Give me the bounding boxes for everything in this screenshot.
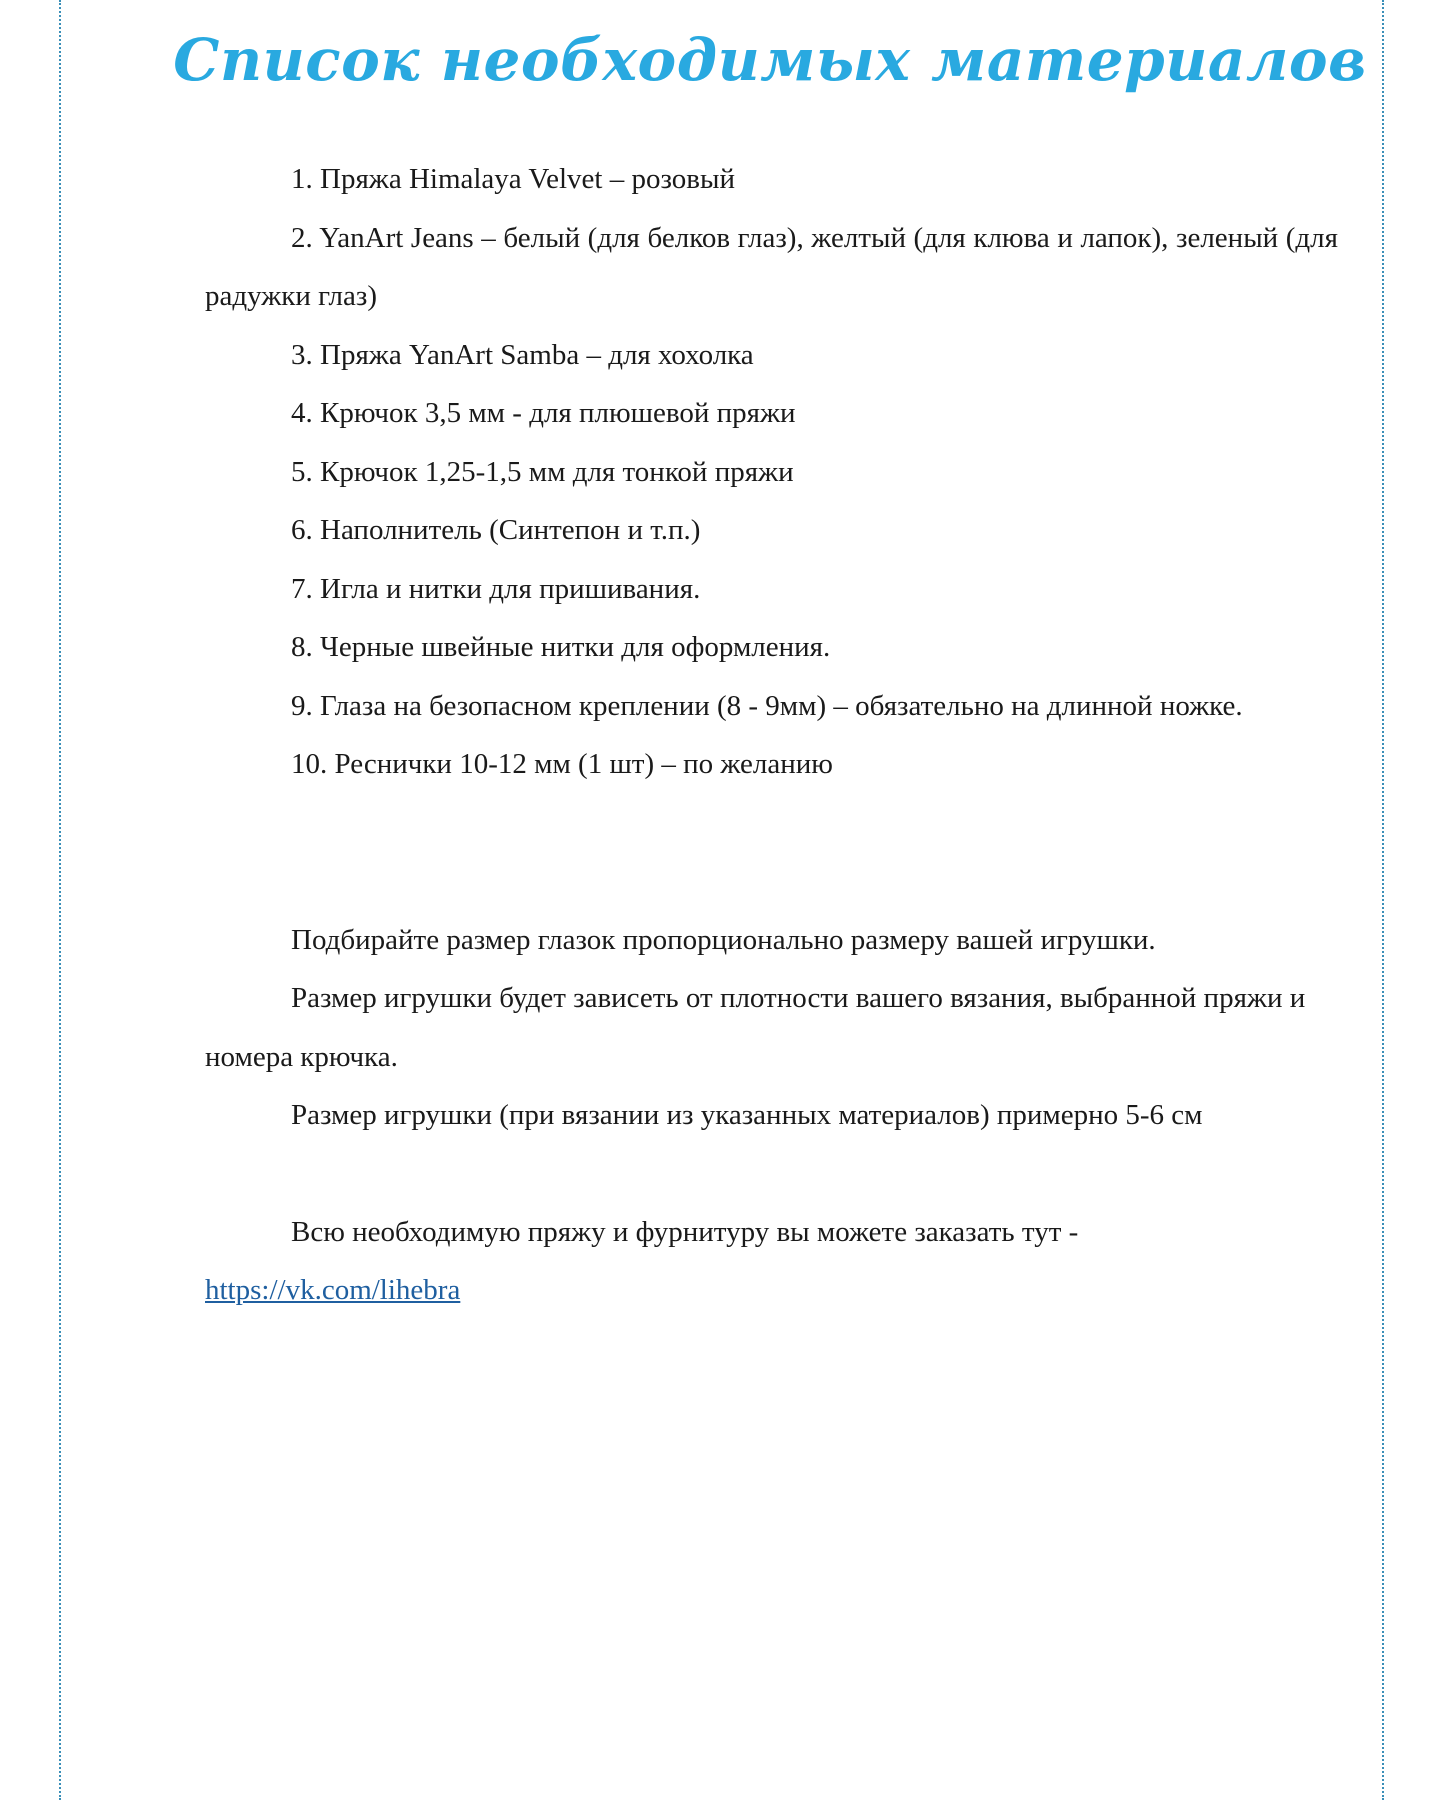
list-item: 10. Реснички 10-12 мм (1 шт) – по желанию bbox=[291, 748, 833, 780]
order-paragraph bbox=[205, 1203, 1338, 1320]
list-item: 8. Черные швейные нитки для оформления. bbox=[291, 631, 831, 663]
spacer bbox=[205, 1145, 1338, 1203]
order-section bbox=[205, 1203, 1338, 1320]
list-item: 7. Игла и нитки для пришивания. bbox=[291, 572, 701, 605]
spacer bbox=[205, 794, 1338, 911]
note-paragraph: Размер игрушки будет зависеть от плотности вашего вязания, выбранной пряжи и номера крючка. bbox=[205, 982, 1306, 1073]
note-paragraph: Размер игрушки (при вязании из указанных материалов) примерно 5-6 см bbox=[291, 1099, 1203, 1131]
page-border-left bbox=[59, 0, 61, 1800]
list-item: 3. Пряжа YanArt Samba – для хохолка bbox=[291, 338, 754, 371]
document-body bbox=[205, 150, 1338, 1320]
page-title: Список необходимых материалов bbox=[173, 26, 1367, 94]
list-item: 5. Крючок 1,25-1,5 мм для тонкой пряжи bbox=[291, 455, 794, 488]
page-border-right bbox=[1382, 0, 1384, 1800]
list-item: 9. Глаза на безопасном креплении (8 - 9мм) – обязательно на длинной ножке. bbox=[291, 689, 1243, 722]
materials-list bbox=[205, 150, 1338, 794]
order-text: Всю необходимую пряжу и фурнитуру вы можете заказать тут - bbox=[291, 1215, 1079, 1248]
list-item: 2. YanArt Jeans – белый (для белков глаз), желтый (для клюва и лапок), зеленый (для радужки глаз) bbox=[205, 221, 1338, 312]
list-item: 6. Наполнитель (Синтепон и т.п.) bbox=[291, 514, 701, 546]
list-item: 4. Крючок 3,5 мм - для плюшевой пряжи bbox=[291, 397, 796, 429]
notes-section bbox=[205, 911, 1338, 1145]
order-link[interactable]: https://vk.com/lihebra bbox=[205, 1274, 461, 1306]
note-paragraph: Подбирайте размер глазок пропорционально размеру вашей игрушки. bbox=[291, 923, 1156, 956]
list-item: 1. Пряжа Himalaya Velvet – розовый bbox=[291, 163, 735, 195]
